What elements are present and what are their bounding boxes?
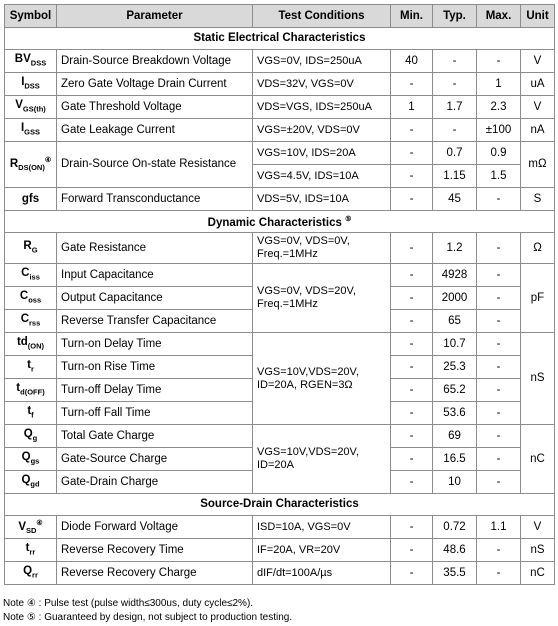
symbol-cell: $C_{oss}$ — [5, 287, 57, 310]
parameter-cell: Turn-off Delay Time — [57, 379, 253, 402]
note-mark: ⑤ — [345, 216, 352, 224]
max-cell: - — [477, 425, 521, 448]
max-cell: 1 — [477, 73, 521, 96]
symbol-cell: $t_r$ — [5, 356, 57, 379]
symbol-cell: $Q_g$ — [5, 425, 57, 448]
max-cell: - — [477, 333, 521, 356]
conditions-cell: VGS=10V,VDS=20V, ID=20A — [253, 425, 391, 494]
typ-cell: 10 — [433, 471, 477, 494]
conditions-cell: IF=20A, VR=20V — [253, 539, 391, 562]
conditions-cell: VGS=10V,VDS=20V, ID=20A, RGEN=3Ω — [253, 333, 391, 425]
table-row — [5, 73, 555, 96]
min-cell: - — [391, 471, 433, 494]
min-cell: 40 — [391, 50, 433, 73]
min-cell: - — [391, 356, 433, 379]
conditions-cell: VGS=0V, VDS=0V, Freq.=1MHz — [253, 233, 391, 264]
section-title: Static Electrical Characteristics — [5, 28, 555, 50]
header-unit: Unit — [521, 5, 555, 28]
table-row — [5, 333, 555, 356]
table-row — [5, 142, 555, 165]
max-cell: 1.1 — [477, 516, 521, 539]
parameter-cell: Turn-off Fall Time — [57, 402, 253, 425]
typ-cell: 0.7 — [433, 142, 477, 165]
min-cell: - — [391, 448, 433, 471]
max-cell: 2.3 — [477, 96, 521, 119]
unit-cell: nA — [521, 119, 555, 142]
symbol-cell: gfs — [5, 188, 57, 211]
max-cell: - — [477, 233, 521, 264]
parameter-cell: Total Gate Charge — [57, 425, 253, 448]
symbol-cell: $I_{GSS}$ — [5, 119, 57, 142]
typ-cell: 48.6 — [433, 539, 477, 562]
footnote-pulse-test: Note ④ : Pulse test (pulse width≤300us, duty cycle≤2%). — [3, 598, 254, 609]
min-cell: - — [391, 310, 433, 333]
symbol-cell: $Q_{gd}$ — [5, 471, 57, 494]
parameter-cell: Gate Leakage Current — [57, 119, 253, 142]
parameter-cell: Forward Transconductance — [57, 188, 253, 211]
min-cell: - — [391, 142, 433, 165]
symbol-cell: $V_{GS(th)}$ — [5, 96, 57, 119]
min-cell: - — [391, 287, 433, 310]
symbol-cell: $I_{DSS}$ — [5, 73, 57, 96]
typ-cell: 65 — [433, 310, 477, 333]
typ-cell: 25.3 — [433, 356, 477, 379]
table-row — [5, 264, 555, 287]
min-cell: - — [391, 233, 433, 264]
typ-cell: 16.5 — [433, 448, 477, 471]
min-cell: - — [391, 516, 433, 539]
unit-cell: nC — [521, 562, 555, 585]
conditions-cell: dIF/dt=100A/µs — [253, 562, 391, 585]
section-title: Dynamic Characteristics ⑤ — [5, 211, 555, 233]
max-cell: - — [477, 402, 521, 425]
typ-cell: 35.5 — [433, 562, 477, 585]
typ-cell: 4928 — [433, 264, 477, 287]
parameter-cell: Input Capacitance — [57, 264, 253, 287]
unit-cell: nS — [521, 333, 555, 425]
typ-cell: - — [433, 50, 477, 73]
parameter-cell: Reverse Transfer Capacitance — [57, 310, 253, 333]
max-cell: - — [477, 287, 521, 310]
table-row — [5, 233, 555, 264]
symbol-cell: $Q_{gs}$ — [5, 448, 57, 471]
parameter-cell: Turn-on Delay Time — [57, 333, 253, 356]
table-row — [5, 516, 555, 539]
parameter-cell: Reverse Recovery Charge — [57, 562, 253, 585]
symbol-cell: $C_{rss}$ — [5, 310, 57, 333]
header-conditions: Test Conditions — [253, 5, 391, 28]
max-cell: 0.9 — [477, 142, 521, 165]
min-cell: - — [391, 539, 433, 562]
symbol-cell: $V_{SD}^④$ — [5, 516, 57, 539]
max-cell: - — [477, 264, 521, 287]
max-cell: - — [477, 562, 521, 585]
table-row — [5, 562, 555, 585]
section-dynamic — [5, 211, 555, 233]
max-cell: - — [477, 188, 521, 211]
unit-cell: Ω — [521, 233, 555, 264]
max-cell: - — [477, 448, 521, 471]
typ-cell: 0.72 — [433, 516, 477, 539]
header-max: Max. — [477, 5, 521, 28]
unit-cell: nS — [521, 539, 555, 562]
section-source-drain — [5, 494, 555, 516]
conditions-cell: VGS=10V, IDS=20A — [253, 142, 391, 165]
header-min: Min. — [391, 5, 433, 28]
unit-cell: V — [521, 516, 555, 539]
header-row — [5, 5, 555, 28]
min-cell: - — [391, 188, 433, 211]
footnote-guaranteed-by-design: Note ⑤ : Guaranteed by design, not subject to production testing. — [3, 611, 293, 623]
min-cell: - — [391, 402, 433, 425]
conditions-cell: VDS=32V, VGS=0V — [253, 73, 391, 96]
typ-cell: 53.6 — [433, 402, 477, 425]
conditions-cell: VDS=VGS, IDS=250uA — [253, 96, 391, 119]
typ-cell: 2000 — [433, 287, 477, 310]
unit-cell: nC — [521, 425, 555, 494]
typ-cell: 45 — [433, 188, 477, 211]
typ-cell: 1.15 — [433, 165, 477, 188]
parameter-cell: Gate Resistance — [57, 233, 253, 264]
typ-cell: 1.7 — [433, 96, 477, 119]
table-row — [5, 96, 555, 119]
footnotes — [3, 597, 292, 624]
unit-cell: V — [521, 96, 555, 119]
symbol-cell: $R_G$ — [5, 233, 57, 264]
note-mark: ④ — [44, 157, 52, 165]
parameter-cell: Diode Forward Voltage — [57, 516, 253, 539]
symbol-cell: $t_f$ — [5, 402, 57, 425]
min-cell: - — [391, 264, 433, 287]
typ-cell: 69 — [433, 425, 477, 448]
min-cell: - — [391, 73, 433, 96]
conditions-cell: VGS=0V, VDS=20V, Freq.=1MHz — [253, 264, 391, 333]
header-parameter: Parameter — [57, 5, 253, 28]
table-row — [5, 425, 555, 448]
max-cell: ±100 — [477, 119, 521, 142]
table-row — [5, 119, 555, 142]
conditions-cell: ISD=10A, VGS=0V — [253, 516, 391, 539]
min-cell: 1 — [391, 96, 433, 119]
table-row — [5, 539, 555, 562]
note-mark: ④ — [36, 519, 43, 527]
table-row — [5, 50, 555, 73]
symbol-cell: $t_{d(OFF)}$ — [5, 379, 57, 402]
min-cell: - — [391, 165, 433, 188]
header-typ: Typ. — [433, 5, 477, 28]
table-row — [5, 188, 555, 211]
parameter-cell: Gate-Source Charge — [57, 448, 253, 471]
parameter-cell: Gate Threshold Voltage — [57, 96, 253, 119]
min-cell: - — [391, 333, 433, 356]
symbol-cell: $R_{DS(ON)}^④$ — [5, 142, 57, 188]
parameter-cell: Gate-Drain Charge — [57, 471, 253, 494]
typ-cell: - — [433, 119, 477, 142]
max-cell: - — [477, 539, 521, 562]
symbol-cell: $t_{rr}$ — [5, 539, 57, 562]
section-static — [5, 28, 555, 50]
max-cell: - — [477, 356, 521, 379]
unit-cell: uA — [521, 73, 555, 96]
symbol-cell: $C_{iss}$ — [5, 264, 57, 287]
max-cell: - — [477, 471, 521, 494]
unit-cell: S — [521, 188, 555, 211]
unit-cell: pF — [521, 264, 555, 333]
unit-cell: V — [521, 50, 555, 73]
unit-cell: mΩ — [521, 142, 555, 188]
symbol-cell: $BV_{DSS}$ — [5, 50, 57, 73]
typ-cell: 1.2 — [433, 233, 477, 264]
header-symbol: Symbol — [5, 5, 57, 28]
typ-cell: 10.7 — [433, 333, 477, 356]
typ-cell: 65.2 — [433, 379, 477, 402]
symbol-cell: $td_{(ON)}$ — [5, 333, 57, 356]
parameter-cell: Output Capacitance — [57, 287, 253, 310]
conditions-cell: VGS=0V, IDS=250uA — [253, 50, 391, 73]
max-cell: - — [477, 310, 521, 333]
conditions-cell: VGS=4.5V, IDS=10A — [253, 165, 391, 188]
conditions-cell: VDS=5V, IDS=10A — [253, 188, 391, 211]
max-cell: 1.5 — [477, 165, 521, 188]
section-title: Source-Drain Characteristics — [5, 494, 555, 516]
min-cell: - — [391, 562, 433, 585]
max-cell: - — [477, 50, 521, 73]
min-cell: - — [391, 425, 433, 448]
parameter-cell: Turn-on Rise Time — [57, 356, 253, 379]
electrical-characteristics-table — [4, 4, 555, 585]
max-cell: - — [477, 379, 521, 402]
typ-cell: - — [433, 73, 477, 96]
parameter-cell: Drain-Source On-state Resistance — [57, 142, 253, 188]
parameter-cell: Reverse Recovery Time — [57, 539, 253, 562]
min-cell: - — [391, 379, 433, 402]
symbol-cell: $Q_{rr}$ — [5, 562, 57, 585]
parameter-cell: Zero Gate Voltage Drain Current — [57, 73, 253, 96]
conditions-cell: VGS=±20V, VDS=0V — [253, 119, 391, 142]
min-cell: - — [391, 119, 433, 142]
parameter-cell: Drain-Source Breakdown Voltage — [57, 50, 253, 73]
